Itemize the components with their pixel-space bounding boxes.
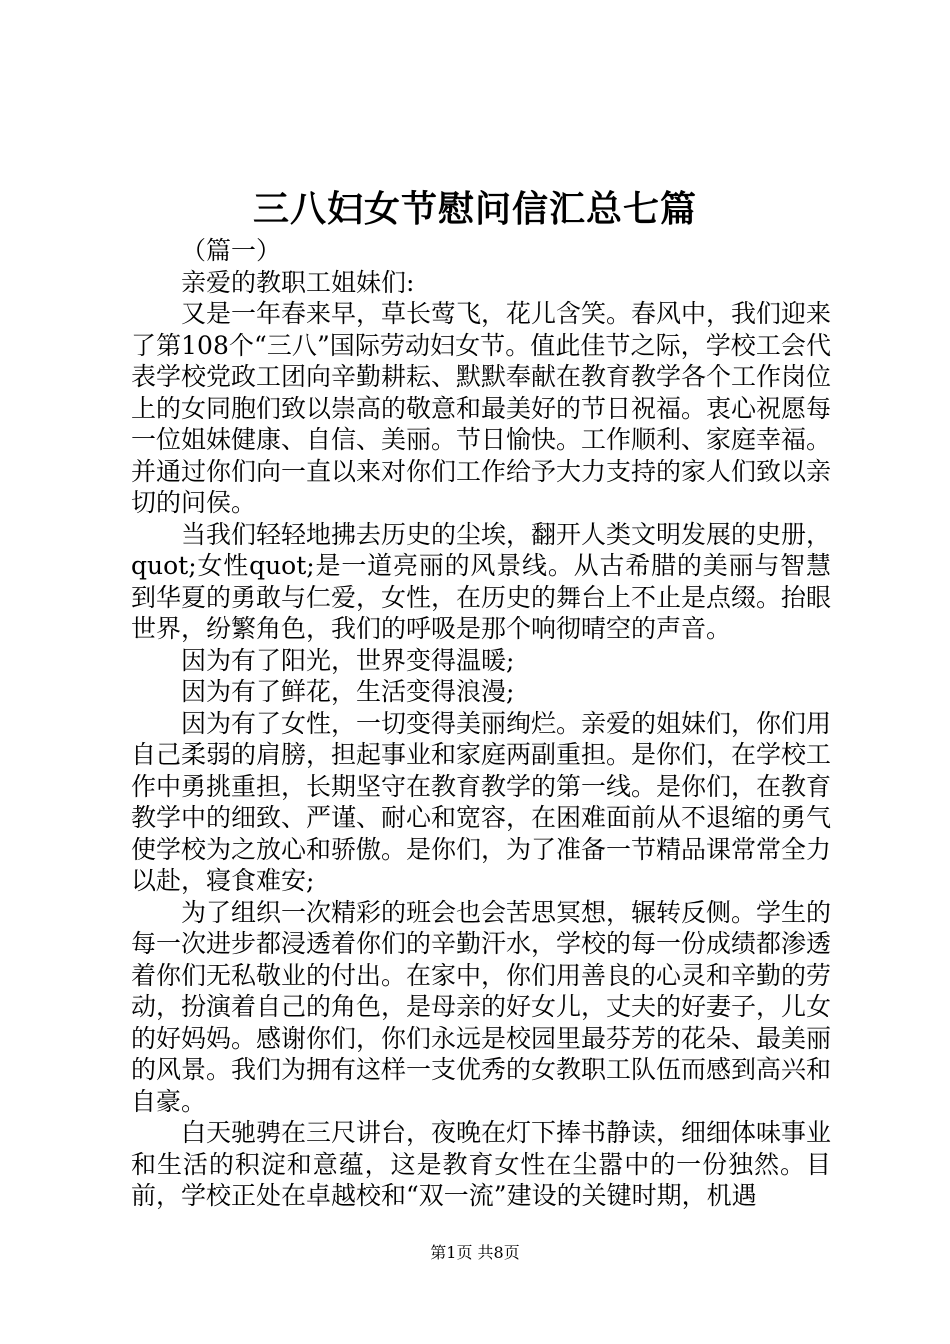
body-paragraph: 因为有了鲜花，生活变得浪漫; bbox=[181, 677, 515, 706]
document-body bbox=[131, 235, 831, 1212]
body-paragraph: 当我们轻轻地拂去历史的尘埃，翻开人类文明发展的史册，quot;女性quot;是一道亮丽的风景线。从古希腊的美丽与智慧到华夏的勇敢与仁爱，女性，在历史的舞台上不止是点缀。抬眼世界，纷繁角色，我们的呼吸是那个响彻晴空的声音。 bbox=[131, 519, 832, 643]
document-title: 三八妇女节慰问信汇总七篇 bbox=[252, 188, 697, 230]
salutation: 亲爱的教职工姐妹们: bbox=[181, 267, 415, 297]
body-paragraph: 又是一年春来早，草长莺飞，花儿含笑。春风中，我们迎来了第108个“三八”国际劳动妇女节。值此佳节之际，学校工会代表学校党政工团向辛勤耕耘、默默奉献在教育教学各个工作岗位上的女同胞们致以崇高的敬意和最美好的节日祝福。衷心祝愿每一位姐妹健康、自信、美丽。节日愉快。工作顺利、家庭幸福。并通过你们向一直以来对你们工作给予大力支持的家人们致以亲切的问侯。 bbox=[131, 299, 832, 517]
body-paragraph: 因为有了阳光，世界变得温暖; bbox=[181, 645, 515, 675]
page-number-footer: 第1页 共8页 bbox=[430, 1243, 520, 1262]
body-paragraph: 因为有了女性，一切变得美丽绚烂。亲爱的姐妹们，你们用自己柔弱的肩膀，担起事业和家庭两副重担。是你们，在学校工作中勇挑重担，长期坚守在教育教学的第一线。是你们，在教育教学中的细致、严谨、耐心和宽容，在困难面前从不退缩的勇气使学校为之放心和骄傲。是你们，为了准备一节精品课常常全力以赴，寝食难安; bbox=[131, 708, 832, 895]
body-paragraph: 白天驰骋在三尺讲台，夜晚在灯下捧书静读，细细体味事业和生活的积淀和意蕴，这是教育女性在尘嚣中的一份独然。目前，学校正处在卓越校和“双一流”建设的关键时期，机遇 bbox=[131, 1118, 832, 1210]
body-paragraph: 为了组织一次精彩的班会也会苦思冥想，辗转反侧。学生的每一次进步都浸透着你们的辛勤汗水，学校的每一份成绩都渗透着你们无私敬业的付出。在家中，你们用善良的心灵和辛勤的劳动，扮演着自己的角色，是母亲的好女儿，丈夫的好妻子，儿女的好妈妈。感谢你们，你们永远是校园里最芬芳的花朵、最美丽的风景。我们为拥有这样一支优秀的女教职工队伍而感到高兴和自豪。 bbox=[131, 897, 832, 1116]
section-heading: （篇一） bbox=[181, 236, 282, 265]
